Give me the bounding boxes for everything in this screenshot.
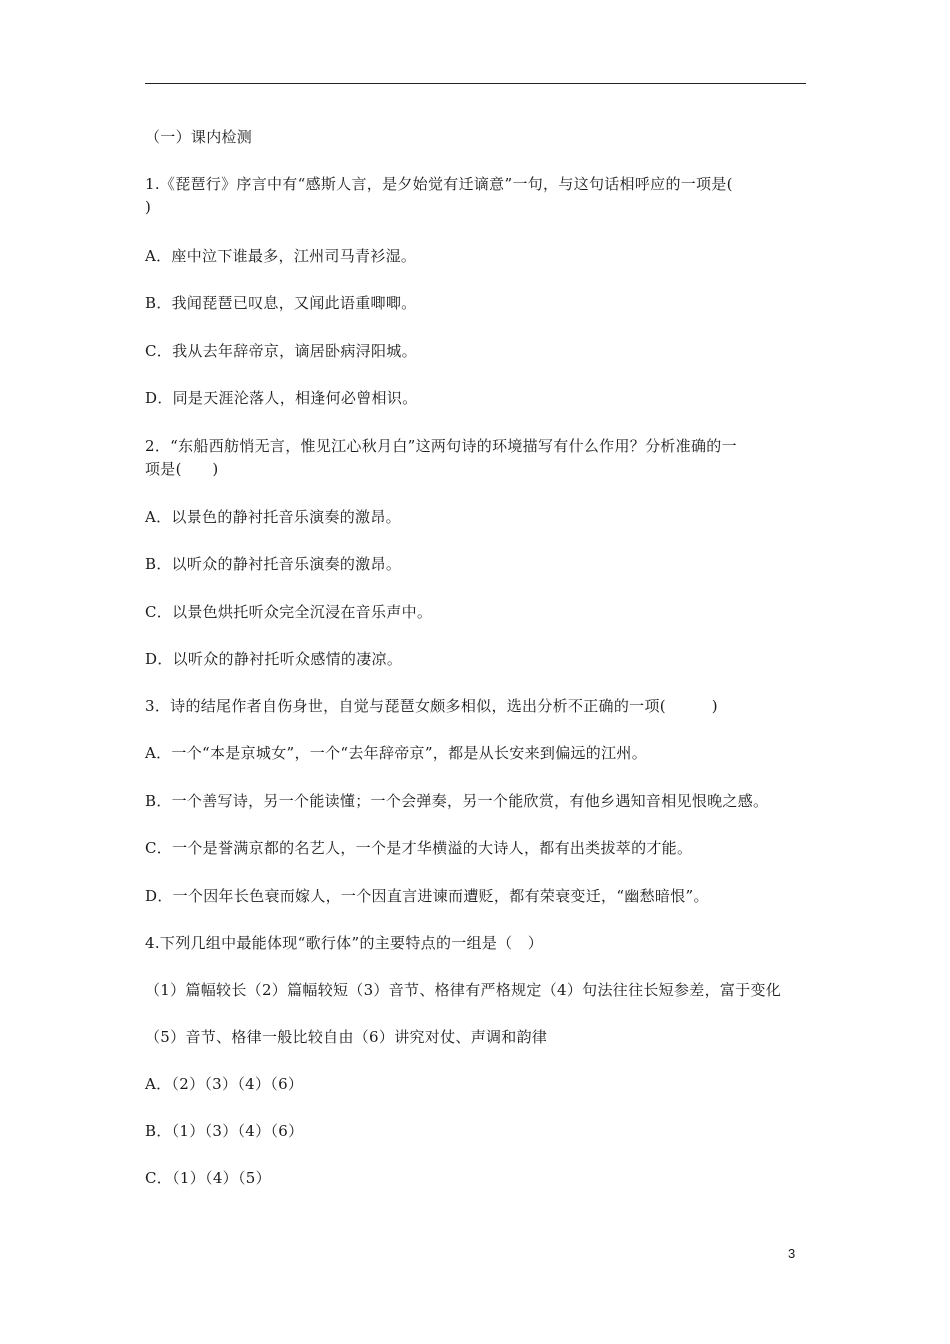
header-rule	[145, 83, 806, 84]
question-1-option-c: C．我从去年辞帝京，谪居卧病浔阳城。	[145, 342, 417, 360]
question-4-items-line-2: （5）音节、格律一般比较自由（6）讲究对仗、声调和韵律	[145, 1028, 548, 1046]
page-number: 3	[788, 1246, 796, 1261]
question-2-stem-line-1: 2．“东船西舫悄无言，惟见江心秋月白”这两句诗的环境描写有什么作用？分析准确的一	[145, 437, 737, 455]
question-4-option-c: C．（1）（4）（5）	[145, 1169, 271, 1187]
question-1-option-a: A．座中泣下谁最多，江州司马青衫湿。	[145, 247, 417, 265]
question-4-stem: 4.下列几组中最能体现“歌行体”的主要特点的一组是（ ）	[145, 934, 544, 952]
question-3-option-c: C．一个是誉满京都的名艺人，一个是才华横溢的大诗人，都有出类拔萃的才能。	[145, 839, 693, 857]
section-title: （一）课内检测	[145, 128, 253, 146]
question-3-option-b: B．一个善写诗，另一个能读懂；一个会弹奏，另一个能欣赏，有他乡遇知音相见恨晚之感。	[145, 792, 769, 810]
question-3-option-d: D．一个因年长色衰而嫁人，一个因直言进谏而遭贬，都有荣衰变迁，“幽愁暗恨”。	[145, 887, 709, 905]
question-1-stem-line-2: )	[145, 198, 152, 216]
question-2-stem-line-2: 项是( )	[145, 460, 219, 478]
question-2-option-d: D．以听众的静衬托听众感情的凄凉。	[145, 650, 403, 668]
question-4-option-b: B．（1）（3）（4）（6）	[145, 1122, 304, 1140]
question-2-option-c: C．以景色烘托听众完全沉浸在音乐声中。	[145, 603, 433, 621]
question-1-option-d: D．同是天涯沦落人，相逢何必曾相识。	[145, 389, 418, 407]
question-3-option-a: A．一个“本是京城女”，一个“去年辞帝京”，都是从长安来到偏远的江州。	[145, 744, 648, 762]
question-2-option-b: B．以听众的静衬托音乐演奏的激昂。	[145, 555, 402, 573]
question-3-stem: 3．诗的结尾作者自伤身世，自觉与琵琶女颇多相似，选出分析不正确的一项( )	[145, 697, 718, 715]
question-1-option-b: B．我闻琵琶已叹息，又闻此语重唧唧。	[145, 294, 417, 312]
question-4-items-line-1: （1）篇幅较长（2）篇幅较短（3）音节、格律有严格规定（4）句法往往长短参差，富于变化	[145, 981, 782, 999]
question-2-option-a: A．以景色的静衬托音乐演奏的激昂。	[145, 508, 401, 526]
question-4-option-a: A．（2）（3）（4）（6）	[145, 1075, 304, 1093]
question-1-stem-line-1: 1.《琵琶行》序言中有“感斯人言，是夕始觉有迁谪意”一句，与这句话相呼应的一项是(	[145, 175, 733, 193]
